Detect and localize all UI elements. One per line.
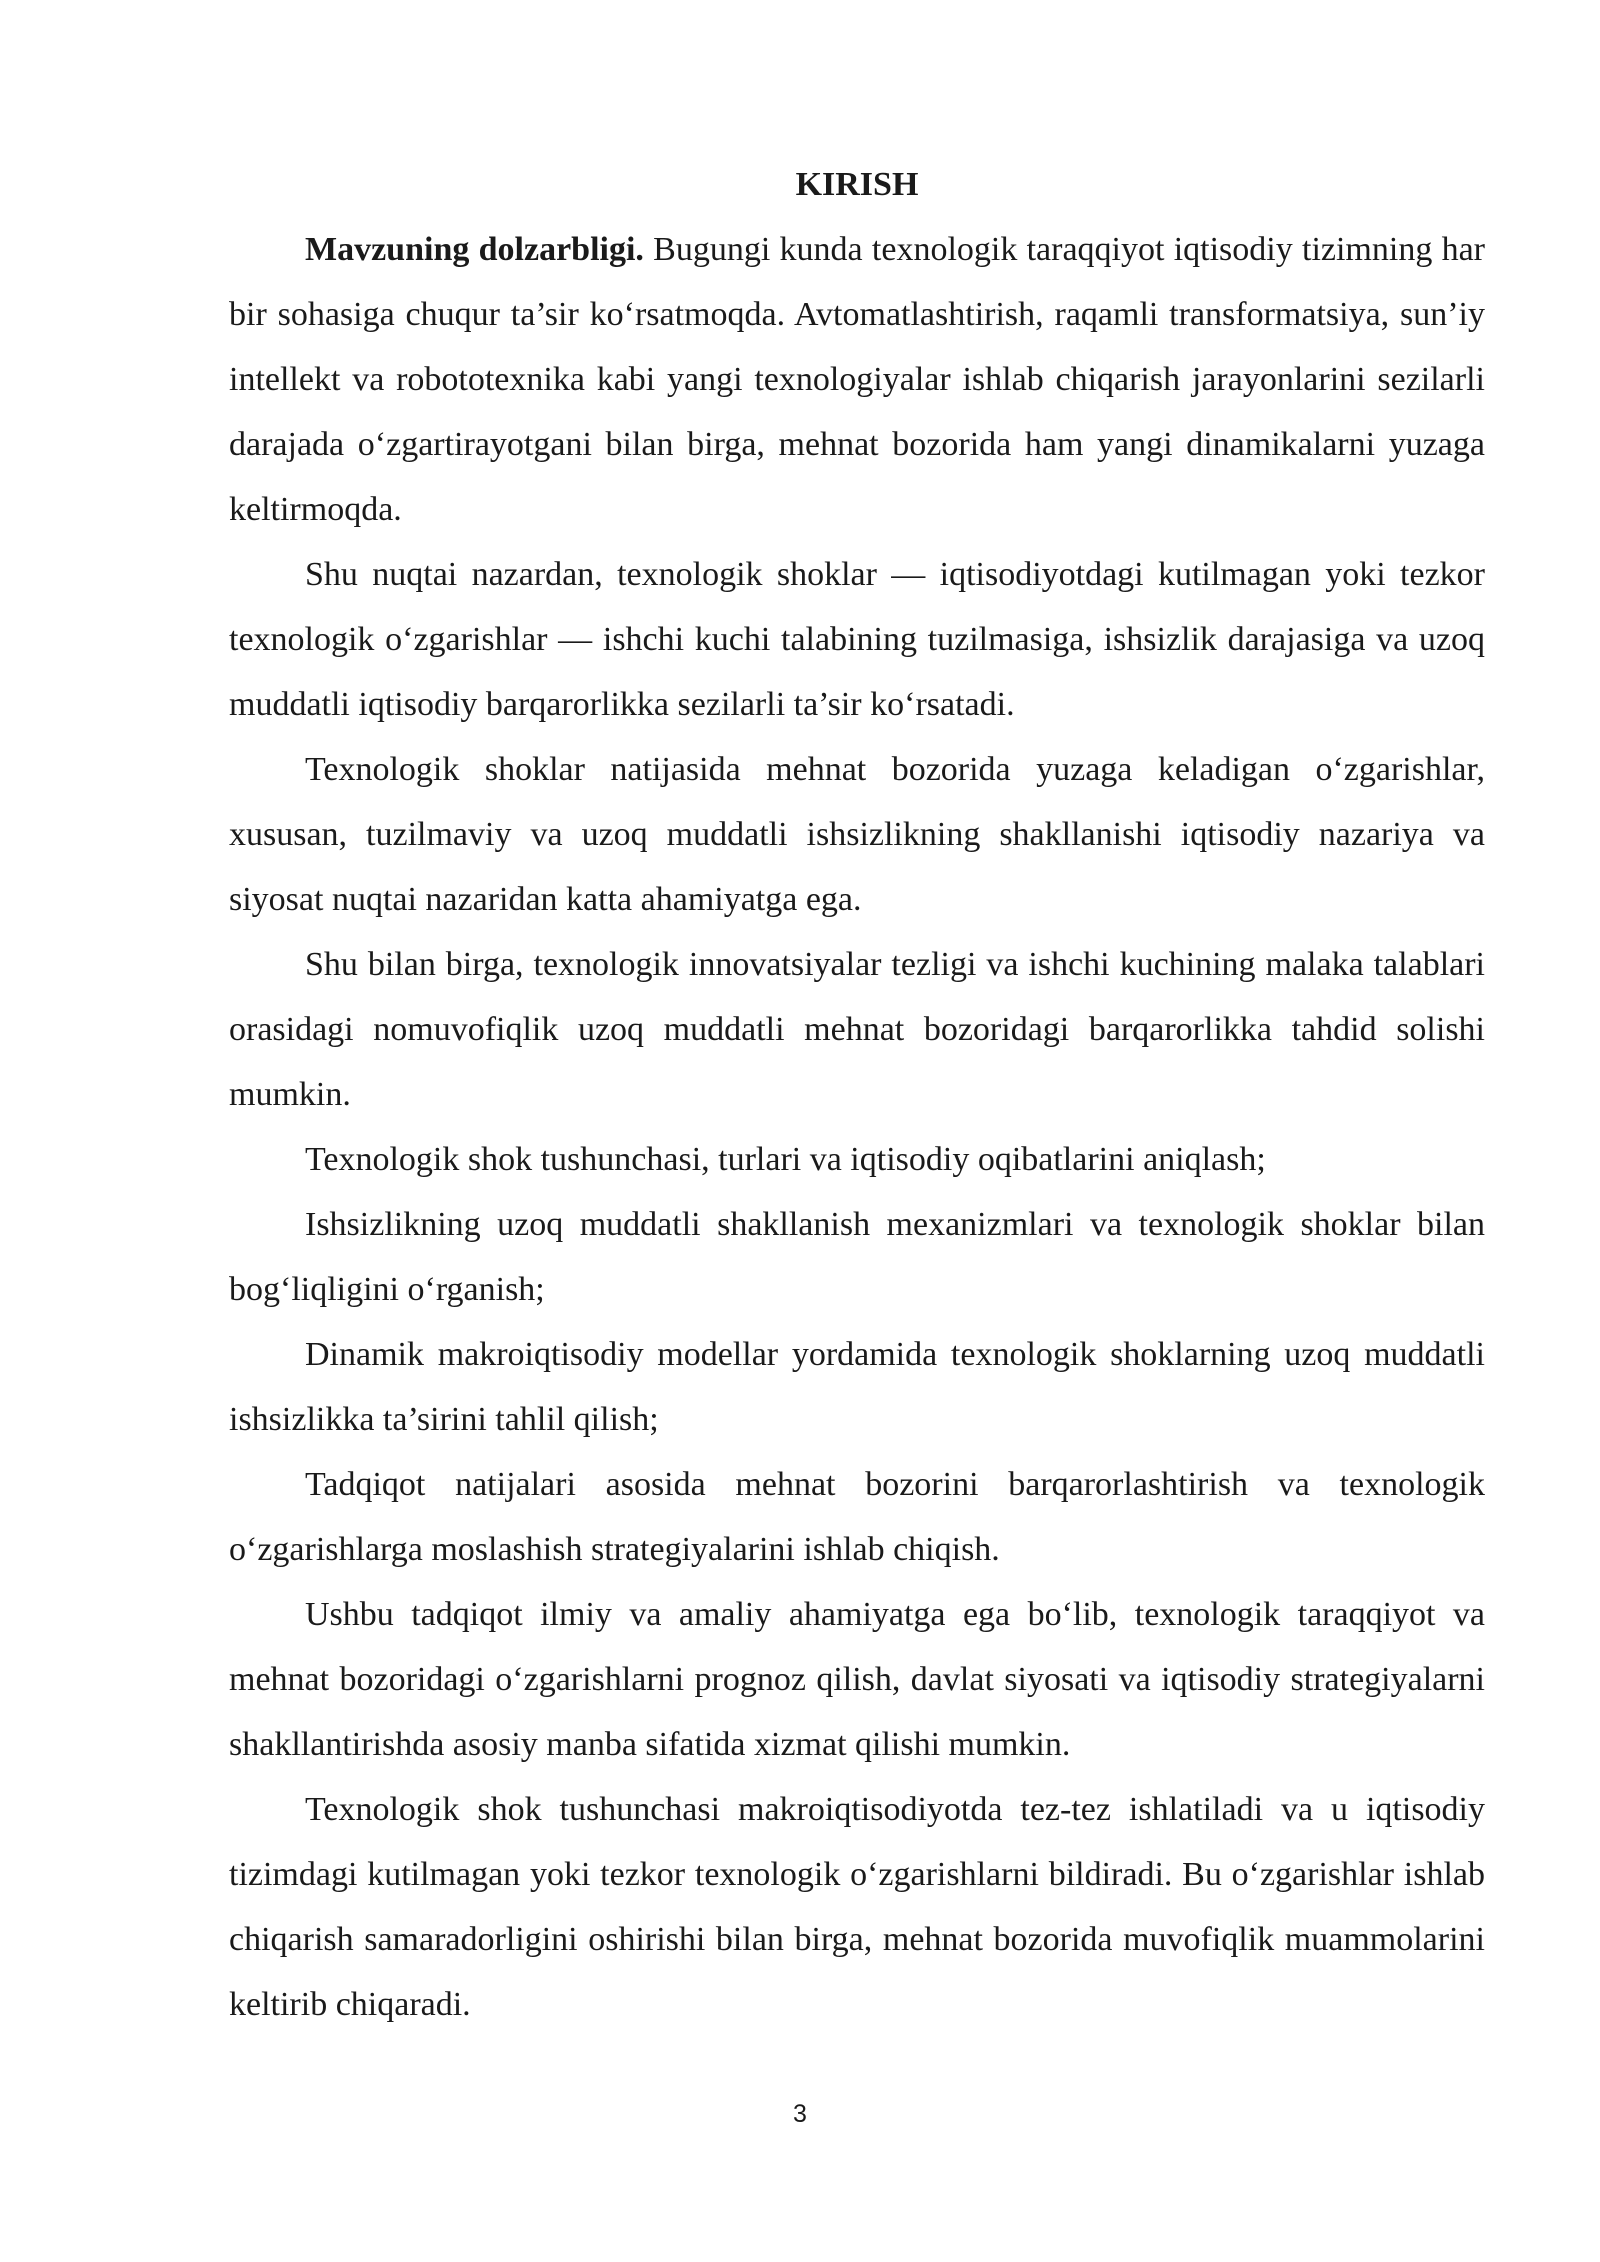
paragraph: Tadqiqot natijalari asosida mehnat bozorini barqarorlashtirish va texnologik o‘zgarishlarga moslashish strategiyalarini ishlab chiqish. xyxy=(229,1466,1485,1568)
page-body xyxy=(229,152,1485,2037)
paragraph-text: Bugungi kunda texnologik taraqqiyot iqtisodiy tizimning har bir sohasiga chuqur ta’sir ko‘rsatmoqda. Avtomatlashtirish, raqamli transformatsiya, sun’iy intellekt va robototexnika kabi yangi texnologiyalar ishlab chiqarish jarayonlarini sezilarli darajada o‘zgartirayotgani bilan birga, mehnat bozorida ham yangi dinamikalarni yuzaga keltirmoqda. xyxy=(229,231,1485,528)
paragraph: Texnologik shoklar natijasida mehnat bozorida yuzaga keladigan o‘zgarishlar, xususan, tuzilmaviy va uzoq muddatli ishsizlikning shakllanishi iqtisodiy nazariya va siyosat nuqtai nazaridan katta ahamiyatga ega. xyxy=(229,751,1485,918)
paragraph: Dinamik makroiqtisodiy modellar yordamida texnologik shoklarning uzoq muddatli ishsizlikka ta’sirini tahlil qilish; xyxy=(229,1336,1485,1438)
section-heading: KIRISH xyxy=(795,166,919,203)
paragraph: Shu bilan birga, texnologik innovatsiyalar tezligi va ishchi kuchining malaka talablari orasidagi nomuvofiqlik uzoq muddatli mehnat bozoridagi barqarorlikka tahdid solishi mumkin. xyxy=(229,946,1485,1113)
paragraph: Texnologik shok tushunchasi, turlari va iqtisodiy oqibatlarini aniqlash; xyxy=(305,1141,1266,1178)
paragraph: Ushbu tadqiqot ilmiy va amaliy ahamiyatga ega bo‘lib, texnologik taraqqiyot va mehnat bozoridagi o‘zgarishlarni prognoz qilish, davlat siyosati va iqtisodiy strategiyalarni shakllantirishda asosiy manba sifatida xizmat qilishi mumkin. xyxy=(229,1596,1485,1763)
paragraph: Shu nuqtai nazardan, texnologik shoklar — iqtisodiyotdagi kutilmagan yoki tezkor texnologik o‘zgarishlar — ishchi kuchi talabining tuzilmasiga, ishsizlik darajasiga va uzoq muddatli iqtisodiy barqarorlikka sezilarli ta’sir ko‘rsatadi. xyxy=(229,556,1485,723)
lead-bold-phrase: Mavzuning dolzarbligi. xyxy=(305,231,644,268)
paragraph: Ishsizlikning uzoq muddatli shakllanish mexanizmlari va texnologik shoklar bilan bog‘liqligini o‘rganish; xyxy=(229,1206,1485,1308)
paragraph-relevance xyxy=(229,217,1485,542)
paragraph: Texnologik shok tushunchasi makroiqtisodiyotda tez-tez ishlatiladi va u iqtisodiy tizimdagi kutilmagan yoki tezkor texnologik o‘zgarishlarni bildiradi. Bu o‘zgarishlar ishlab chiqarish samaradorligini oshirishi bilan birga, mehnat bozorida muvofiqlik muammolarini keltirib chiqaradi. xyxy=(229,1791,1485,2023)
page-number: 3 xyxy=(793,2100,807,2128)
